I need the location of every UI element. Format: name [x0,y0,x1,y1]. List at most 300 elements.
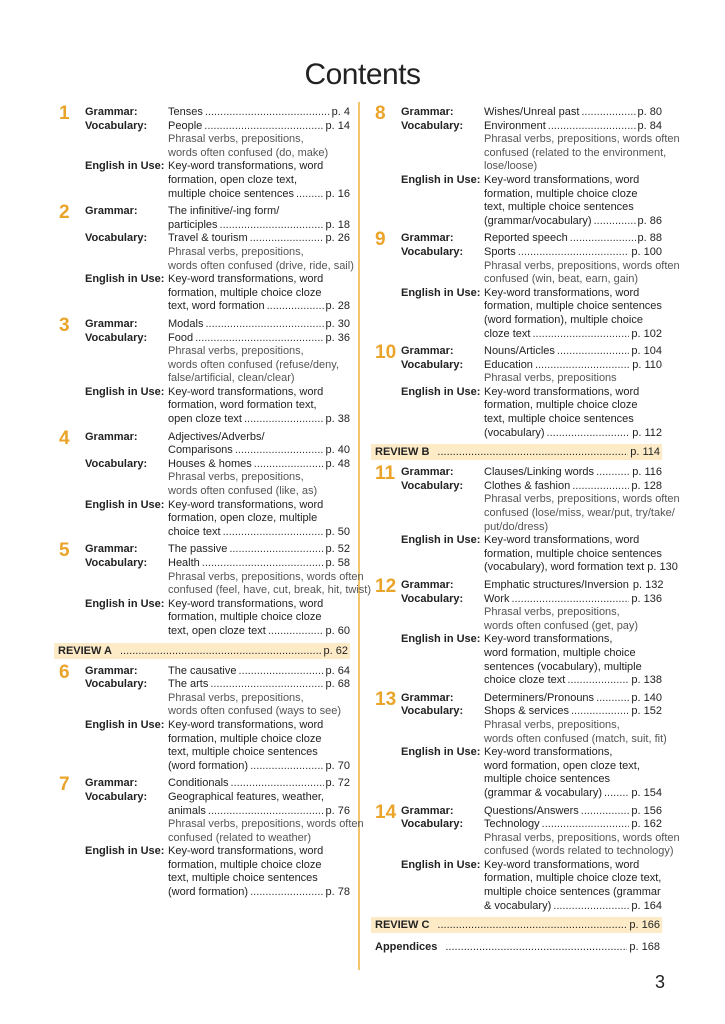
entry-text: words often confused (refuse/deny, [168,358,340,371]
unit-9 [371,229,680,341]
entry-line [168,219,350,233]
page-ref: p. 80 [637,106,662,118]
entry-text: multiple choice sentences [168,187,294,200]
entry-text: words often confused (ways to see) [168,705,342,718]
entry-text: text, open cloze text [168,624,266,637]
entry-text: Comparisons [168,444,233,457]
section-label: Grammar: [85,430,138,443]
entry-text: participles [168,218,218,231]
entry-text: Phrasal verbs, prepositions, [484,718,620,731]
unit-1 [54,103,350,201]
unit-3 [54,314,350,427]
section-label: Grammar: [85,543,138,556]
entry-text: Phrasal verbs, prepositions, [168,471,304,484]
section-label: Vocabulary: [85,678,148,691]
entry-line [484,246,662,260]
unit-number: 10 [375,342,397,364]
entry-line [484,314,662,328]
entry-line [484,493,680,507]
section-label: Grammar: [85,317,138,330]
section-label: Vocabulary: [85,119,148,132]
entry-text: Key-word transformations, word [484,173,640,186]
entry-text: Key-word transformations, [484,746,613,759]
entry-line [168,719,350,733]
unit-number: 4 [59,427,70,449]
dot-leader [195,332,323,346]
entry-text: word formation, multiple choice [484,646,636,659]
entry-line [484,273,662,287]
page-ref: p. 38 [325,413,350,426]
entry-text: confused (lose/miss, wear/put, try/take/ [484,507,675,520]
section-label: Vocabulary: [401,245,464,258]
entry-line [168,859,350,873]
entry-line [484,900,662,914]
entry-text: & vocabulary) [484,899,552,912]
review-b-page: p. 114 [630,446,660,459]
entry-line [484,287,662,301]
review-a [54,643,350,659]
entry-line [484,534,662,548]
unit-number: 7 [59,774,70,796]
entry-text: Phrasal verbs, prepositions, words often [484,133,680,146]
entry-line [484,705,662,719]
entry-line [168,543,350,557]
page-ref: p. 28 [325,300,350,313]
contents-row [54,678,350,719]
section-label: Vocabulary: [85,790,148,803]
contents-row [371,359,662,386]
entry-text: (vocabulary) [484,426,545,439]
entry-text: multiple choice sentences [484,773,610,786]
entry-text: Key-word transformations, word [484,385,640,398]
entry-line [168,188,350,202]
entry-line [484,845,674,859]
page-ref: p. 70 [325,759,350,772]
section-label: Grammar: [85,106,138,118]
entry-text: Phrasal verbs, prepositions, words often [168,818,364,831]
entry-text: Adjectives/Adverbs/ [168,430,265,443]
entry-text: Nouns/Articles [484,345,555,358]
page-ref: p. 86 [637,214,662,227]
entry-text: confused (feel, have, cut, break, hit, twist) [168,584,371,597]
contents-row [54,665,350,679]
entry-text: open cloze text [168,413,242,426]
contents-row [371,479,680,534]
contents-row [54,160,350,201]
entry-text: Phrasal verbs, prepositions, words often [484,259,680,272]
entry-line [484,633,662,647]
page-ref: p. 88 [637,232,662,245]
entry-line [168,133,350,147]
unit-number: 1 [59,103,70,124]
page-ref: p. 26 [325,232,350,245]
entry-text: Key-word transformations, word [168,845,324,858]
dot-leader [594,215,636,229]
entry-line [168,832,350,846]
entry-text: multiple choice sentences (grammar [484,886,661,899]
entry-line [168,692,350,706]
dot-leader [235,444,324,458]
entry-text: words often confused (get, pay) [484,619,639,632]
entry-text: Houses & homes [168,457,252,470]
entry-text: Key-word transformations, word [168,498,324,511]
page-ref: p. 36 [325,331,350,344]
section-label: Vocabulary: [85,232,148,245]
unit-6 [54,661,350,774]
contents-row [371,119,680,174]
entry-line [168,259,354,274]
page-ref: p. 104 [631,345,662,358]
contents-row [54,777,350,791]
page-ref: p. 110 [632,358,662,371]
review-a-page: p. 62 [323,644,348,657]
entry-text: choice cloze text [484,674,566,687]
entry-line [484,133,680,147]
section-label: Vocabulary: [401,818,464,831]
contents-row [54,458,350,499]
entry-line [168,760,350,774]
contents-column-right [371,103,680,955]
entry-line [484,328,662,342]
entry-text: text, multiple choice sentences [484,413,634,426]
entry-text: Wishes/Unreal past [484,106,580,118]
entry-line [168,512,350,526]
page-ref: p. 128 [631,479,662,492]
section-label: English in Use: [401,534,481,547]
entry-line [484,719,662,733]
entry-text: lose/loose) [484,160,538,173]
entry-line [484,561,678,575]
section-label: English in Use: [401,385,481,398]
unit-number: 6 [59,661,70,683]
entry-line [168,471,350,485]
entry-line [168,777,350,791]
entry-text: put/do/dress) [484,520,549,533]
entry-text: Travel & tourism [168,232,248,245]
entry-line [168,805,350,819]
entry-text: sentences (vocabulary), multiple [484,660,642,673]
entry-line [168,705,350,719]
contents-row [371,245,680,287]
dot-leader [229,543,323,557]
entry-line [168,174,350,188]
page-title: Contents [304,58,421,91]
page-ref: p. 58 [325,557,350,569]
entry-text: Phrasal verbs, prepositions, [168,691,304,704]
entry-line [484,466,662,480]
entry-text: The causative [168,664,237,677]
section-label: English in Use: [401,173,481,186]
unit-12 [371,576,664,688]
entry-line [168,431,350,445]
entry-text: (grammar & vocabulary) [484,786,602,799]
entry-text: Key-word transformations, word [484,286,640,299]
contents-row [371,232,662,246]
section-label: Grammar: [401,691,454,704]
entry-line [484,831,680,846]
entry-line [484,548,662,562]
entry-line [484,521,662,535]
section-label: Vocabulary: [401,358,464,371]
entry-line [484,215,662,229]
review-c-page: p. 166 [629,919,660,932]
unit-number: 8 [375,103,386,124]
entry-line [168,678,350,692]
entry-text: Technology [484,818,540,831]
dot-leader [267,300,324,314]
entry-line [168,318,350,332]
entry-text: Phrasal verbs, prepositions, [484,606,620,619]
section-label: English in Use: [85,498,165,511]
entry-text: animals [168,804,206,817]
page-ref: p. 152 [631,705,662,718]
section-label: Grammar: [401,466,454,479]
entry-text: Phrasal verbs, prepositions, words often [168,570,364,583]
unit-2 [54,202,354,314]
dot-leader [250,886,323,900]
contents-row [371,593,662,634]
entry-line [484,259,680,274]
page-ref: p. 52 [325,543,350,556]
entry-text: formation, multiple choice cloze [168,732,322,745]
entry-text: cloze text [484,327,531,340]
unit-11 [371,463,680,575]
page-ref: p. 84 [637,119,662,132]
entry-line [484,399,662,413]
dot-leader [581,805,630,819]
dot-leader [570,232,636,246]
contents-row [54,232,354,273]
entry-text: Work [484,592,510,605]
entry-line [168,557,350,571]
entry-text: Questions/Answers [484,804,579,817]
page-ref: p. 76 [325,804,350,817]
entry-text: Shops & services [484,705,569,718]
contents-column-left [54,103,371,904]
page-ref: p. 16 [325,187,350,200]
unit-number: 2 [59,202,70,224]
contents-row [54,790,364,845]
dot-leader [581,106,635,120]
entry-line [484,661,662,675]
entry-line [484,480,662,494]
contents-row [54,273,350,314]
entry-line [168,359,350,373]
contents-row [371,692,662,706]
entry-line [168,733,350,747]
dot-leader [604,787,629,801]
entry-text: choice text [168,525,221,538]
entry-line [484,146,667,161]
entry-line [484,746,662,760]
unit-number: 13 [375,688,397,710]
dot-leader [532,328,629,342]
entry-text: Phrasal verbs, prepositions, [168,345,304,358]
section-label: English in Use: [85,718,165,731]
entry-line [484,886,662,900]
page-ref: p. 60 [325,624,350,637]
dot-leader [204,120,323,134]
entry-line [168,345,350,359]
column-divider [358,102,360,970]
section-label: Vocabulary: [401,119,464,132]
dot-leader [244,413,324,427]
entry-line [484,692,662,706]
entry-text: formation, multiple choice cloze [484,187,638,200]
unit-number: 5 [59,540,70,562]
entry-line [484,160,662,174]
entry-line [168,746,350,760]
contents-row [54,386,350,427]
entry-text: Phrasal verbs, prepositions, words often [484,493,680,506]
entry-text: (word formation) [168,886,249,899]
unit-8 [371,103,680,228]
dot-leader [120,643,322,659]
appendices [371,939,662,955]
entry-text: Phrasal verbs, prepositions [484,372,617,385]
entry-text: Determiners/Pronouns [484,691,595,704]
entry-text: (word formation), multiple choice [484,313,643,326]
dot-leader [535,359,630,373]
section-label: English in Use: [401,633,481,646]
section-label: English in Use: [401,286,481,299]
entry-text: Tenses [168,106,203,118]
contents-row [371,859,662,913]
page-ref: p. 72 [325,777,350,790]
entry-line [484,579,662,593]
contents-row [371,534,678,575]
entry-text: Key-word transformations, word [484,858,640,871]
page-ref: p. 64 [325,664,350,677]
page-ref: p. 68 [325,678,350,691]
contents-row [371,818,680,859]
entry-text: (grammar/vocabulary) [484,214,592,227]
unit-number: 12 [375,576,397,597]
page-ref: p. 40 [325,444,350,457]
section-label: English in Use: [85,845,165,858]
unit-14 [371,801,680,914]
entry-text: confused (related to weather) [168,831,312,844]
entry-text: formation, word formation text, [168,399,317,412]
entry-line [484,606,662,620]
entry-text: Phrasal verbs, prepositions, words often [484,831,680,844]
contents-row [371,386,662,440]
dot-leader [542,818,630,832]
dot-leader [202,557,324,571]
entry-text: Health [168,557,200,569]
entry-line [168,818,364,832]
entry-line [168,570,364,585]
page-ref: p. 14 [325,119,350,132]
unit-number: 9 [375,229,386,251]
entry-line [484,805,662,819]
entry-text: The arts [168,678,209,691]
page-ref: p. 102 [631,327,662,340]
page-ref: p. 112 [632,426,662,439]
entry-text: confused (words related to technology) [484,845,674,858]
dot-leader [231,777,324,791]
entry-line [484,773,662,787]
unit-7 [54,774,364,899]
entry-text: Key-word transformations, word [168,718,324,731]
entry-text: Phrasal verbs, prepositions, [168,133,304,146]
entry-text: Key-word transformations, word [484,534,640,547]
entry-text: Key-word transformations, word [168,160,324,173]
unit-13 [371,688,667,801]
dot-leader [268,625,324,639]
entry-line [168,273,350,287]
entry-line [168,625,350,639]
contents-row [371,746,662,800]
section-label: Grammar: [85,777,138,790]
entry-text: formation, multiple choice sentences [484,300,662,313]
entry-line [168,246,350,260]
entry-line [484,593,662,607]
entry-line [484,620,662,634]
contents-row [54,431,350,458]
entry-text: words often confused (like, as) [168,485,318,498]
section-label: English in Use: [401,858,481,871]
entry-line [484,872,662,886]
contents-row [54,543,350,557]
entry-text: People [168,119,203,132]
page-ref: p. 48 [325,457,350,470]
page-ref: p. 100 [631,245,662,258]
entry-text: Food [168,331,194,344]
contents-row [371,466,662,480]
entry-line [168,665,350,679]
contents-row [54,598,350,639]
entry-text: Key-word transformations, word [168,385,324,398]
page-ref: p. 154 [631,786,662,799]
entry-text: Key-word transformations, word [168,597,324,610]
entry-line [168,372,350,386]
dot-leader [553,900,629,914]
entry-line [168,300,350,314]
contents-row [54,557,371,598]
entry-line [168,413,350,427]
page-ref: p. 116 [632,466,662,479]
section-label: Grammar: [85,205,138,218]
contents-row [371,287,662,341]
dot-leader [205,106,330,120]
page-ref: p. 78 [325,886,350,899]
dot-leader [557,345,629,359]
dot-leader [250,232,324,246]
contents-row [54,719,350,773]
dot-leader [296,188,324,202]
section-label: Vocabulary: [401,479,464,492]
entry-text: Key-word transformations, word [168,273,324,286]
entry-text: Conditionals [168,777,229,790]
page-ref: p. 164 [631,899,662,912]
entry-line [168,444,350,458]
section-label: Grammar: [401,106,454,118]
entry-text: text, multiple choice sentences [484,201,634,214]
entry-line [168,147,350,161]
review-b [371,444,662,460]
entry-text: confused (win, beat, earn, gain) [484,273,639,286]
entry-line [484,106,662,120]
entry-line [168,611,350,625]
section-label: Grammar: [85,664,138,677]
contents-row [54,120,350,161]
entry-line [484,859,662,873]
page-ref: p. 162 [631,818,662,831]
entry-line [168,399,350,413]
entry-line [484,732,667,747]
unit-number: 11 [375,463,396,485]
